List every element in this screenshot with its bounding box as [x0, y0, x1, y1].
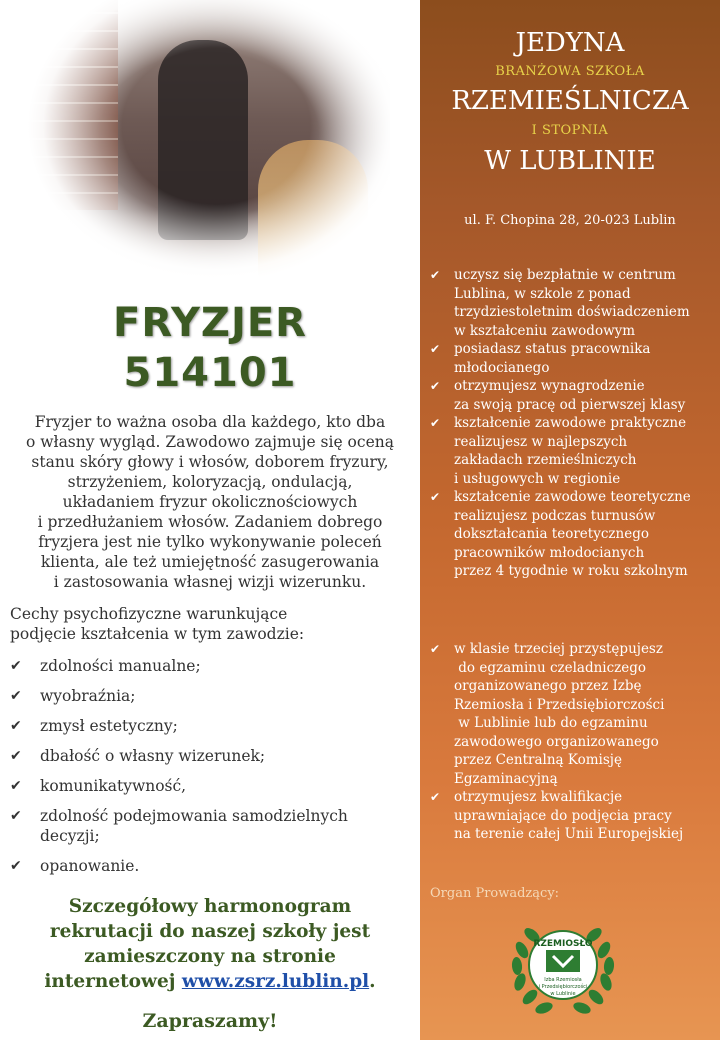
benefit-text: pracowników młodocianych — [454, 544, 645, 561]
trait-text: dbałość o własny wizerunek; — [40, 747, 266, 765]
profession-description — [6, 412, 414, 592]
traits-heading — [10, 604, 410, 644]
welcome-text: Zapraszamy! — [142, 1010, 278, 1032]
text-line: układaniem fryzur okolicznościowych — [62, 493, 358, 511]
benefit-text: za swoją pracę od pierwszej klasy — [454, 396, 686, 413]
benefit-text: na terenie całej Unii Europejskiej — [454, 826, 684, 842]
photo-vignette — [28, 0, 390, 300]
trait-text: komunikatywność, — [40, 777, 187, 795]
header-line-rzemieslnicza: RZEMIEŚLNICZA — [451, 86, 689, 116]
benefit-item — [430, 640, 716, 788]
benefit-text: w klasie trzeciej przystępujesz — [454, 641, 663, 657]
header-line-stopnia: I STOPNIA — [531, 123, 609, 138]
benefit-text: otrzymujesz wynagrodzenie — [454, 378, 645, 394]
text-line: strzyżeniem, koloryzacją, ondulacją, — [67, 473, 353, 491]
trait-item — [10, 686, 410, 706]
text-line: podjęcie kształcenia w tym zawodzie: — [10, 625, 305, 643]
text-line: zamieszczony na stronie — [84, 946, 336, 967]
check-icon: ✔ — [430, 268, 441, 282]
benefit-item — [430, 377, 716, 414]
benefit-text: posiadasz status pracownika — [454, 341, 651, 357]
benefit-text: i usługowych w regionie — [454, 470, 621, 487]
trait-text: zmysł estetyczny; — [40, 717, 178, 735]
text-line: Szczegółowy harmonogram — [68, 896, 352, 917]
text-line: fryzjera jest nie tylko wykonywanie poleceń — [38, 533, 382, 551]
benefit-text: przez Centralną Komisję — [454, 752, 622, 768]
benefit-text: Egzaminacyjną — [454, 770, 558, 787]
header-line-lublin: W LUBLINIE — [484, 146, 656, 176]
benefit-item — [430, 488, 716, 581]
header-line-branzowa: BRANŻOWA SZKOŁA — [495, 64, 645, 79]
trait-text: decyzji; — [40, 827, 100, 845]
benefits-list-a — [430, 266, 716, 581]
benefit-text: zawodowego organizowanego — [454, 733, 659, 750]
check-icon: ✔ — [430, 790, 441, 804]
benefit-text: Lublina, w szkole z ponad — [454, 285, 631, 302]
hairdresser-photo — [28, 0, 390, 300]
benefit-text: kształcenie zawodowe praktyczne — [454, 415, 687, 431]
trait-item — [10, 806, 410, 846]
benefit-text: Rzemiosła i Przedsiębiorczości — [454, 696, 665, 713]
benefit-text: do egzaminu czeladniczego — [454, 659, 647, 676]
check-icon: ✔ — [10, 658, 22, 674]
school-website-link[interactable]: www.zsrz.lublin.pl — [181, 971, 370, 992]
trait-item — [10, 776, 410, 796]
text-line: o własny wygląd. Zawodowo zajmuje się oceną — [26, 433, 394, 451]
benefit-text: w Lublinie lub do egzaminu — [454, 715, 648, 731]
benefit-text: realizujesz podczas turnusów — [454, 507, 656, 524]
check-icon: ✔ — [430, 490, 441, 504]
trait-item — [10, 656, 410, 676]
benefit-text: uprawniające do podjęcia pracy — [454, 807, 672, 824]
logo-text-line1: Izba Rzemiosła — [544, 977, 582, 983]
text-line: klienta, ale też umiejętność zasugerowania — [40, 553, 380, 571]
profession-code: 514101 — [123, 350, 297, 396]
benefit-item — [430, 788, 716, 844]
traits-list — [10, 656, 410, 886]
link-prefix: internetowej — [44, 971, 182, 992]
benefit-text: realizujesz w najlepszych — [454, 433, 628, 450]
check-icon: ✔ — [10, 688, 22, 704]
trait-text: wyobraźnia; — [40, 687, 136, 705]
benefit-text: młodocianego — [454, 359, 550, 376]
benefit-text: zakładach rzemieślniczych — [454, 452, 637, 468]
recruitment-link-line — [12, 969, 408, 994]
trait-text: zdolności manualne; — [40, 657, 201, 675]
text-line: stanu skóry głowy i włosów, doborem fryzury, — [31, 453, 389, 471]
check-icon: ✔ — [430, 416, 441, 430]
check-icon: ✔ — [430, 342, 441, 356]
benefit-text: otrzymujesz kwalifikacje — [454, 789, 623, 805]
logo-text-line2: i Przedsiębiorczości — [538, 984, 588, 990]
check-icon: ✔ — [10, 778, 22, 794]
benefit-text: uczysz się bezpłatnie w centrum — [454, 267, 676, 283]
check-icon: ✔ — [10, 748, 22, 764]
benefit-text: trzydziestoletnim doświadczeniem — [454, 304, 690, 320]
profession-title: FRYZJER — [113, 300, 307, 346]
trait-item — [10, 716, 410, 736]
check-icon: ✔ — [430, 642, 441, 656]
check-icon: ✔ — [10, 808, 22, 824]
trait-text: opanowanie. — [40, 857, 140, 875]
text-line: i zastosowania własnej wizji wizerunku. — [53, 573, 367, 591]
check-icon: ✔ — [10, 858, 22, 874]
text-line: rekrutacji do naszej szkoły jest — [49, 921, 371, 942]
check-icon: ✔ — [10, 718, 22, 734]
benefit-text: organizowanego przez Izbę — [454, 678, 642, 694]
header-line-jedyna: JEDYNA — [515, 28, 625, 58]
trait-item — [10, 746, 410, 766]
benefit-text: dokształcania teoretycznego — [454, 526, 649, 542]
recruitment-info — [12, 894, 408, 994]
link-suffix: . — [369, 971, 376, 992]
benefit-item — [430, 340, 716, 377]
benefit-item — [430, 414, 716, 488]
trait-text: zdolność podejmowania samodzielnych — [40, 807, 348, 825]
text-line: Fryzjer to ważna osoba dla każdego, kto dba — [34, 413, 386, 431]
benefit-text: kształcenie zawodowe teoretyczne — [454, 489, 691, 505]
school-address: ul. F. Chopina 28, 20-023 Lublin — [464, 213, 676, 228]
benefit-text: w kształceniu zawodowym — [454, 322, 636, 339]
laurel-logo-icon — [508, 910, 618, 1022]
text-line: i przedłużaniem włosów. Zadaniem dobrego — [37, 513, 383, 531]
organ-label: Organ Prowadzący: — [430, 886, 560, 901]
benefits-list-b — [430, 640, 716, 844]
text-line: Cechy psychofizyczne warunkujące — [10, 605, 288, 623]
right-column — [420, 0, 720, 1040]
benefit-text: przez 4 tygodnie w roku szkolnym — [454, 563, 688, 579]
logo-text-line3: w Lublinie — [550, 991, 576, 997]
logo-text-top: RZEMIOSŁO — [533, 939, 593, 949]
trait-item — [10, 856, 410, 876]
benefit-item — [430, 266, 716, 340]
check-icon: ✔ — [430, 379, 441, 393]
